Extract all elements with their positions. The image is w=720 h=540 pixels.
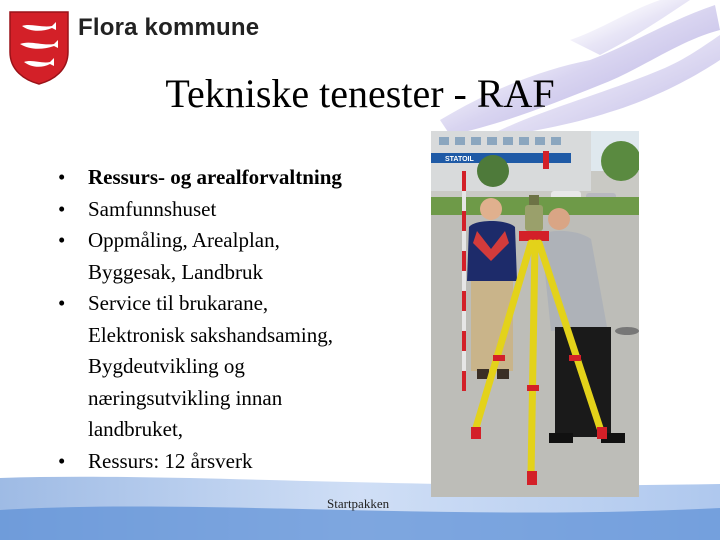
bullet-text-line: Bygdeutvikling og	[88, 354, 245, 378]
bullet-text-line: Byggesak, Landbruk	[88, 259, 263, 284]
bullet-list	[58, 162, 418, 477]
bullet-marker: •	[58, 165, 66, 189]
bullet-marker: •	[58, 228, 66, 252]
bullet-text: Ressurs- og arealforvaltning	[88, 165, 342, 189]
municipality-name: Flora kommune	[78, 14, 260, 41]
bullet-marker: •	[58, 196, 66, 221]
bullet-text-line: Oppmåling, Arealplan,	[88, 228, 280, 252]
slide-title: Tekniske tenester - RAF	[165, 71, 555, 116]
bullet-text-line: landbruket,	[88, 417, 184, 441]
bullet-text: Ressurs: 12 årsverk	[88, 448, 253, 473]
bullet-marker: •	[58, 291, 66, 315]
bullet-item	[58, 194, 418, 226]
bullet-text-line: næringsutvikling innan	[88, 385, 283, 410]
bullet-marker: •	[58, 448, 66, 473]
bullet-text: Samfunnshuset	[88, 196, 217, 221]
bullet-item	[58, 446, 418, 478]
bullet-text-line: Elektronisk sakshandsaming,	[88, 322, 333, 347]
bullet-text-line: Service til brukarane,	[88, 291, 269, 315]
photo-sign-text: STATOIL	[445, 156, 474, 163]
footer-text: Startpakken	[327, 496, 390, 511]
bullet-item	[58, 225, 418, 288]
bullet-item	[58, 162, 418, 194]
bullet-item	[58, 288, 418, 446]
surveyors-photo	[431, 131, 639, 497]
